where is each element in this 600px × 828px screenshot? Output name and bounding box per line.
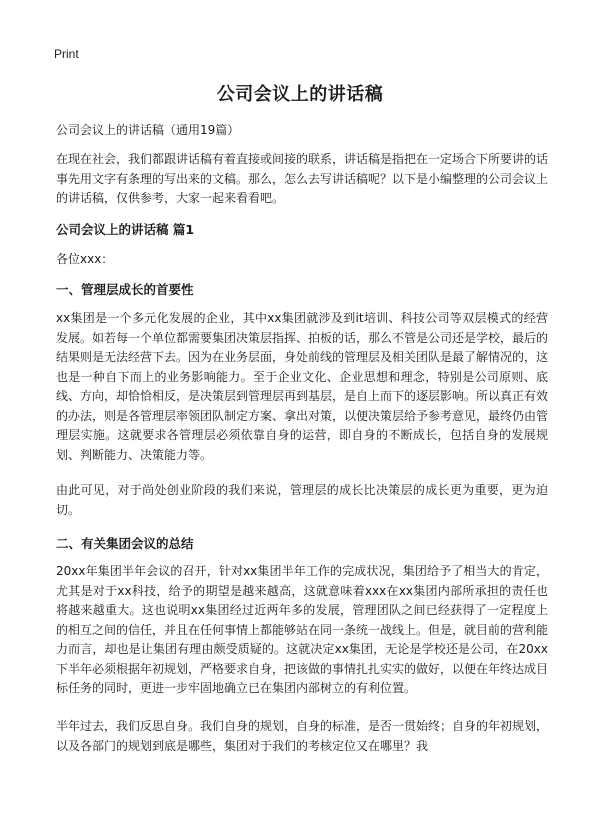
document-title: 公司会议上的讲话稿 — [216, 84, 384, 105]
section-title: 公司会议上的讲话稿 篇1 — [56, 222, 195, 237]
paragraph-reflection: 半年过去，我们反思自身。我们自身的规划，自身的标准，是否一贯始终；自身的年初规划，以及各部门的规划到底是哪些，集团对于我们的考核定位又在哪里？我 — [56, 719, 549, 753]
heading-meeting-summary: 二、有关集团会议的总结 — [56, 536, 194, 551]
paragraph-management-growth: xx集团是一个多元化发展的企业，其中xx集团就涉及到it培训、科技公司等双层模式的经营发展。如若每一个单位都需要集团决策层指挥、拍板的话，那么不管是公司还是学校，最后的结果则是无法经营下去。因为在业务层面，身处前线的管理层及相关团队是最了解情况的，这也是一种自下而上的业务影响能力。至于企业文化、企业思想和理念，特别是公司原则、底线、方向，却恰恰相反，是决策层到管理层再到基层，是自上而下的逐层影响。所以真正有效的办法，则是各管理层率领团队制定方案、拿出对策，以便决策层给予参考意见，最终仍由管理层实施。这就要求各管理层必须依靠自身的运营，即自身的不断成长，包括自身的发展规划、判断能力、决策能力等。 — [56, 311, 549, 462]
print-link[interactable]: Print — [54, 47, 79, 61]
paragraph-meeting-summary: 20xx年集团半年会议的召开，针对xx集团半年工作的完成状况，集团给予了相当大的肯定，尤其是对于xx科技，给予的期望是越来越高，这就意味着xxx在xx集团内部所承担的责任也将越来越重大。这也说明xx集团经过近两年多的发展，管理团队之间已经获得了一定程度上的相互之间的信任，并且在任何事情上都能够站在同一条统一战线上。但是，就目前的营利能力而言，却也是让集团有理由颇受质疑的。这就决定xx集团，无论是学校还是公司，在20xx下半年必须根据年初规划，严格要求自身，把该做的事情扎扎实实的做好，以便在年终达成目标任务的同时，更进一步牢固地确立已在集团内部树立的有利位置。 — [56, 564, 549, 695]
paragraph-conclusion: 由此可见，对于尚处创业阶段的我们来说，管理层的成长比决策层的成长更为重要，更为迫切。 — [56, 483, 548, 517]
heading-management-growth: 一、管理层成长的首要性 — [56, 282, 194, 297]
document-subtitle: 公司会议上的讲话稿（通用19篇） — [56, 123, 240, 137]
intro-paragraph: 在现在社会，我们都跟讲话稿有着直接或间接的联系，讲话稿是指把在一定场合下所要讲的话事先用文字有条理的写出来的文稿。那么，怎么去写讲话稿呢？以下是小编整理的公司会议上的讲话稿，仅供参考，大家一起来看看吧。 — [56, 152, 549, 205]
greeting-line: 各位xxx： — [56, 252, 114, 266]
